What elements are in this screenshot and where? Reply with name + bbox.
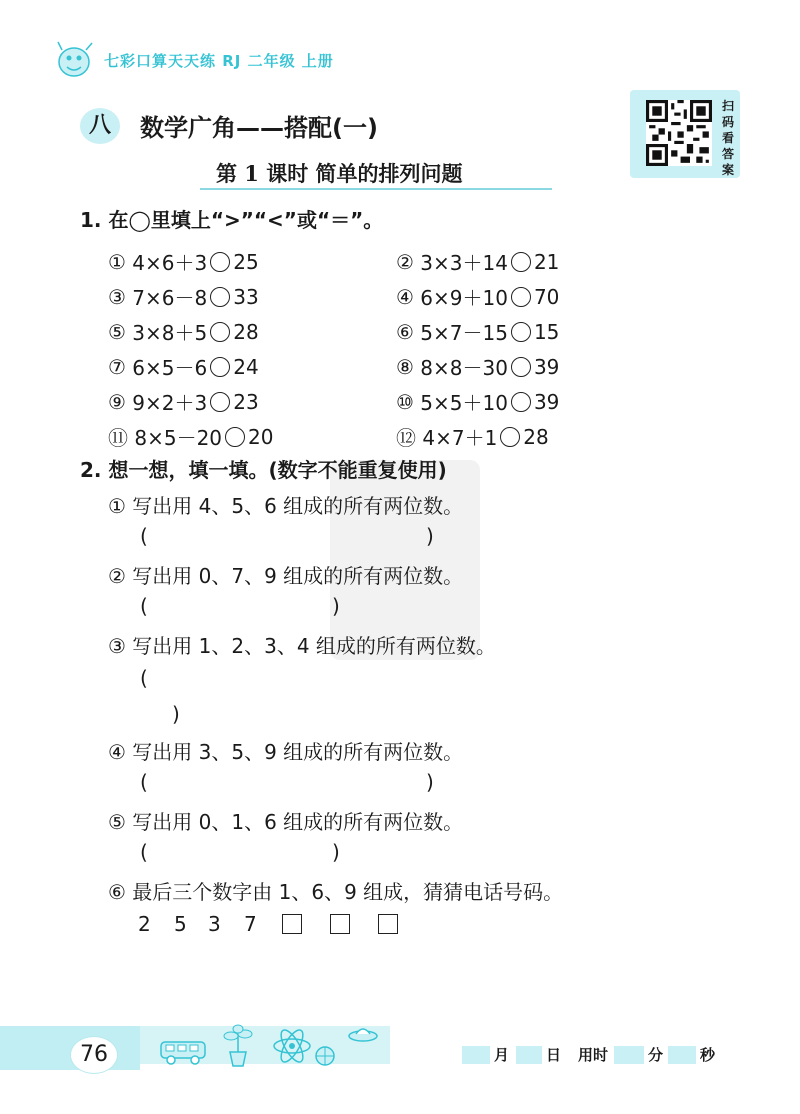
item-number: ⑩ <box>396 389 414 414</box>
item-number: ③ <box>108 284 126 309</box>
compare-value: 15 <box>533 319 560 344</box>
lesson-title: 第 1 课时 简单的排列问题 <box>216 161 463 186</box>
compare-circle[interactable] <box>210 322 230 342</box>
q1-item <box>396 244 559 279</box>
answer-open-paren: ( <box>140 524 148 548</box>
compare-circle[interactable] <box>511 287 531 307</box>
q1-item <box>108 314 273 349</box>
compare-value: 39 <box>533 354 560 379</box>
answer-open-paren: ( <box>140 840 148 864</box>
q2-item-5: ⑤ 写出用 0、1、6 组成的所有两位数。 <box>108 810 464 834</box>
item-number: ⑥ <box>396 319 414 344</box>
q1-item <box>108 279 273 314</box>
q1-item <box>396 349 559 384</box>
ball-icon <box>312 1024 338 1068</box>
phone-number-row <box>138 912 398 936</box>
expression: 8×5－20 <box>134 426 223 450</box>
q1-right-column <box>396 244 559 454</box>
expression: 3×8＋5 <box>132 321 208 345</box>
phone-digit: 2 <box>138 912 151 936</box>
item-number: ⑪ <box>108 426 128 450</box>
q2-item-2: ② 写出用 0、7、9 组成的所有两位数。 <box>108 564 464 588</box>
item-number: ⑤ <box>108 319 126 344</box>
day-fill-box[interactable] <box>516 1046 542 1064</box>
q2-item-1: ① 写出用 4、5、6 组成的所有两位数。 <box>108 494 464 518</box>
compare-circle[interactable] <box>210 287 230 307</box>
q1-left-column <box>108 244 273 454</box>
expression: 8×8－30 <box>420 356 508 380</box>
scan-for-answers-label: 扫码看答案 <box>721 99 734 177</box>
compare-value: 20 <box>248 424 274 449</box>
expression: 4×6＋3 <box>132 251 208 275</box>
compare-value: 39 <box>533 389 560 414</box>
answer-close-paren: ) <box>332 840 340 864</box>
expression: 4×7＋1 <box>422 426 498 450</box>
minute-label: 分 <box>648 1046 664 1064</box>
compare-circle[interactable] <box>500 427 520 447</box>
compare-circle[interactable] <box>511 357 531 377</box>
q1-item <box>396 419 559 454</box>
item-number: ⑧ <box>396 354 414 379</box>
compare-value: 28 <box>523 424 549 449</box>
second-label: 秒 <box>700 1046 716 1064</box>
minute-fill-box[interactable] <box>614 1046 644 1064</box>
lesson-title-underline <box>200 188 552 190</box>
q1-item <box>108 349 273 384</box>
expression: 6×5－6 <box>132 356 208 380</box>
month-fill-box[interactable] <box>462 1046 490 1064</box>
q1-item <box>396 279 559 314</box>
expression: 5×7－15 <box>420 321 508 345</box>
day-label: 日 <box>546 1046 562 1064</box>
answer-close-paren: ) <box>426 770 434 794</box>
compare-value: 33 <box>233 284 259 309</box>
compare-circle[interactable] <box>511 392 531 412</box>
answer-close-paren: ) <box>426 524 434 548</box>
expression: 3×3＋14 <box>420 251 508 275</box>
answer-open-paren: ( <box>140 666 148 690</box>
q1-item <box>108 244 273 279</box>
compare-value: 28 <box>233 319 259 344</box>
compare-value: 25 <box>233 249 259 274</box>
q2-heading: 2. 想一想，填一填。(数字不能重复使用) <box>80 458 447 482</box>
item-number: ⑦ <box>108 354 126 379</box>
q2-item-4: ④ 写出用 3、5、9 组成的所有两位数。 <box>108 740 464 764</box>
compare-value: 21 <box>533 249 560 274</box>
compare-circle[interactable] <box>210 392 230 412</box>
item-number: ⑨ <box>108 389 126 414</box>
answer-open-paren: ( <box>140 594 148 618</box>
item-number: ② <box>396 249 414 274</box>
time-used-label: 用时 <box>578 1046 609 1064</box>
answer-close-paren: ) <box>172 702 180 726</box>
q1-item <box>396 384 559 419</box>
potted-plant-icon <box>218 1024 258 1068</box>
chapter-title: 数学广角——搭配(一) <box>140 114 378 142</box>
month-label: 月 <box>494 1046 510 1064</box>
expression: 5×5＋10 <box>420 391 508 415</box>
bus-icon <box>158 1024 208 1068</box>
compare-circle[interactable] <box>210 252 230 272</box>
expression: 6×9＋10 <box>420 286 508 310</box>
q1-item <box>396 314 559 349</box>
q2-item-3: ③ 写出用 1、2、3、4 组成的所有两位数。 <box>108 634 496 658</box>
digit-answer-box[interactable] <box>330 914 350 934</box>
q2-item-6: ⑥ 最后三个数字由 1、6、9 组成，猜猜电话号码。 <box>108 880 564 904</box>
ufo-icon <box>346 1024 380 1068</box>
expression: 9×2＋3 <box>132 391 208 415</box>
compare-value: 70 <box>533 284 560 309</box>
q1-item <box>108 419 273 454</box>
compare-circle[interactable] <box>511 252 531 272</box>
compare-circle[interactable] <box>210 357 230 377</box>
book-series-title: 七彩口算天天练 RJ 二年级 上册 <box>104 52 334 70</box>
chapter-number-badge: 八 <box>80 108 120 144</box>
phone-digit: 5 <box>174 912 187 936</box>
q1-item <box>108 384 273 419</box>
qr-code-icon[interactable] <box>646 100 712 166</box>
phone-digit: 3 <box>208 912 221 936</box>
item-number: ⑫ <box>396 426 416 450</box>
second-fill-box[interactable] <box>668 1046 696 1064</box>
compare-value: 23 <box>233 389 259 414</box>
atom-icon <box>270 1024 314 1068</box>
compare-circle[interactable] <box>511 322 531 342</box>
page-number: 76 <box>70 1036 118 1074</box>
answer-open-paren: ( <box>140 770 148 794</box>
answer-close-paren: ) <box>332 594 340 618</box>
digit-answer-box[interactable] <box>282 914 302 934</box>
footer-band-left <box>0 1026 140 1070</box>
item-number: ① <box>108 249 126 274</box>
item-number: ④ <box>396 284 414 309</box>
phone-digit: 7 <box>244 912 257 936</box>
compare-circle[interactable] <box>225 427 245 447</box>
expression: 7×6－8 <box>132 286 208 310</box>
compare-value: 24 <box>233 354 259 379</box>
cartoon-mascot-icon <box>52 40 98 80</box>
q1-heading: 1. 在◯里填上“>”“<”或“＝”。 <box>80 208 384 232</box>
digit-answer-box[interactable] <box>378 914 398 934</box>
